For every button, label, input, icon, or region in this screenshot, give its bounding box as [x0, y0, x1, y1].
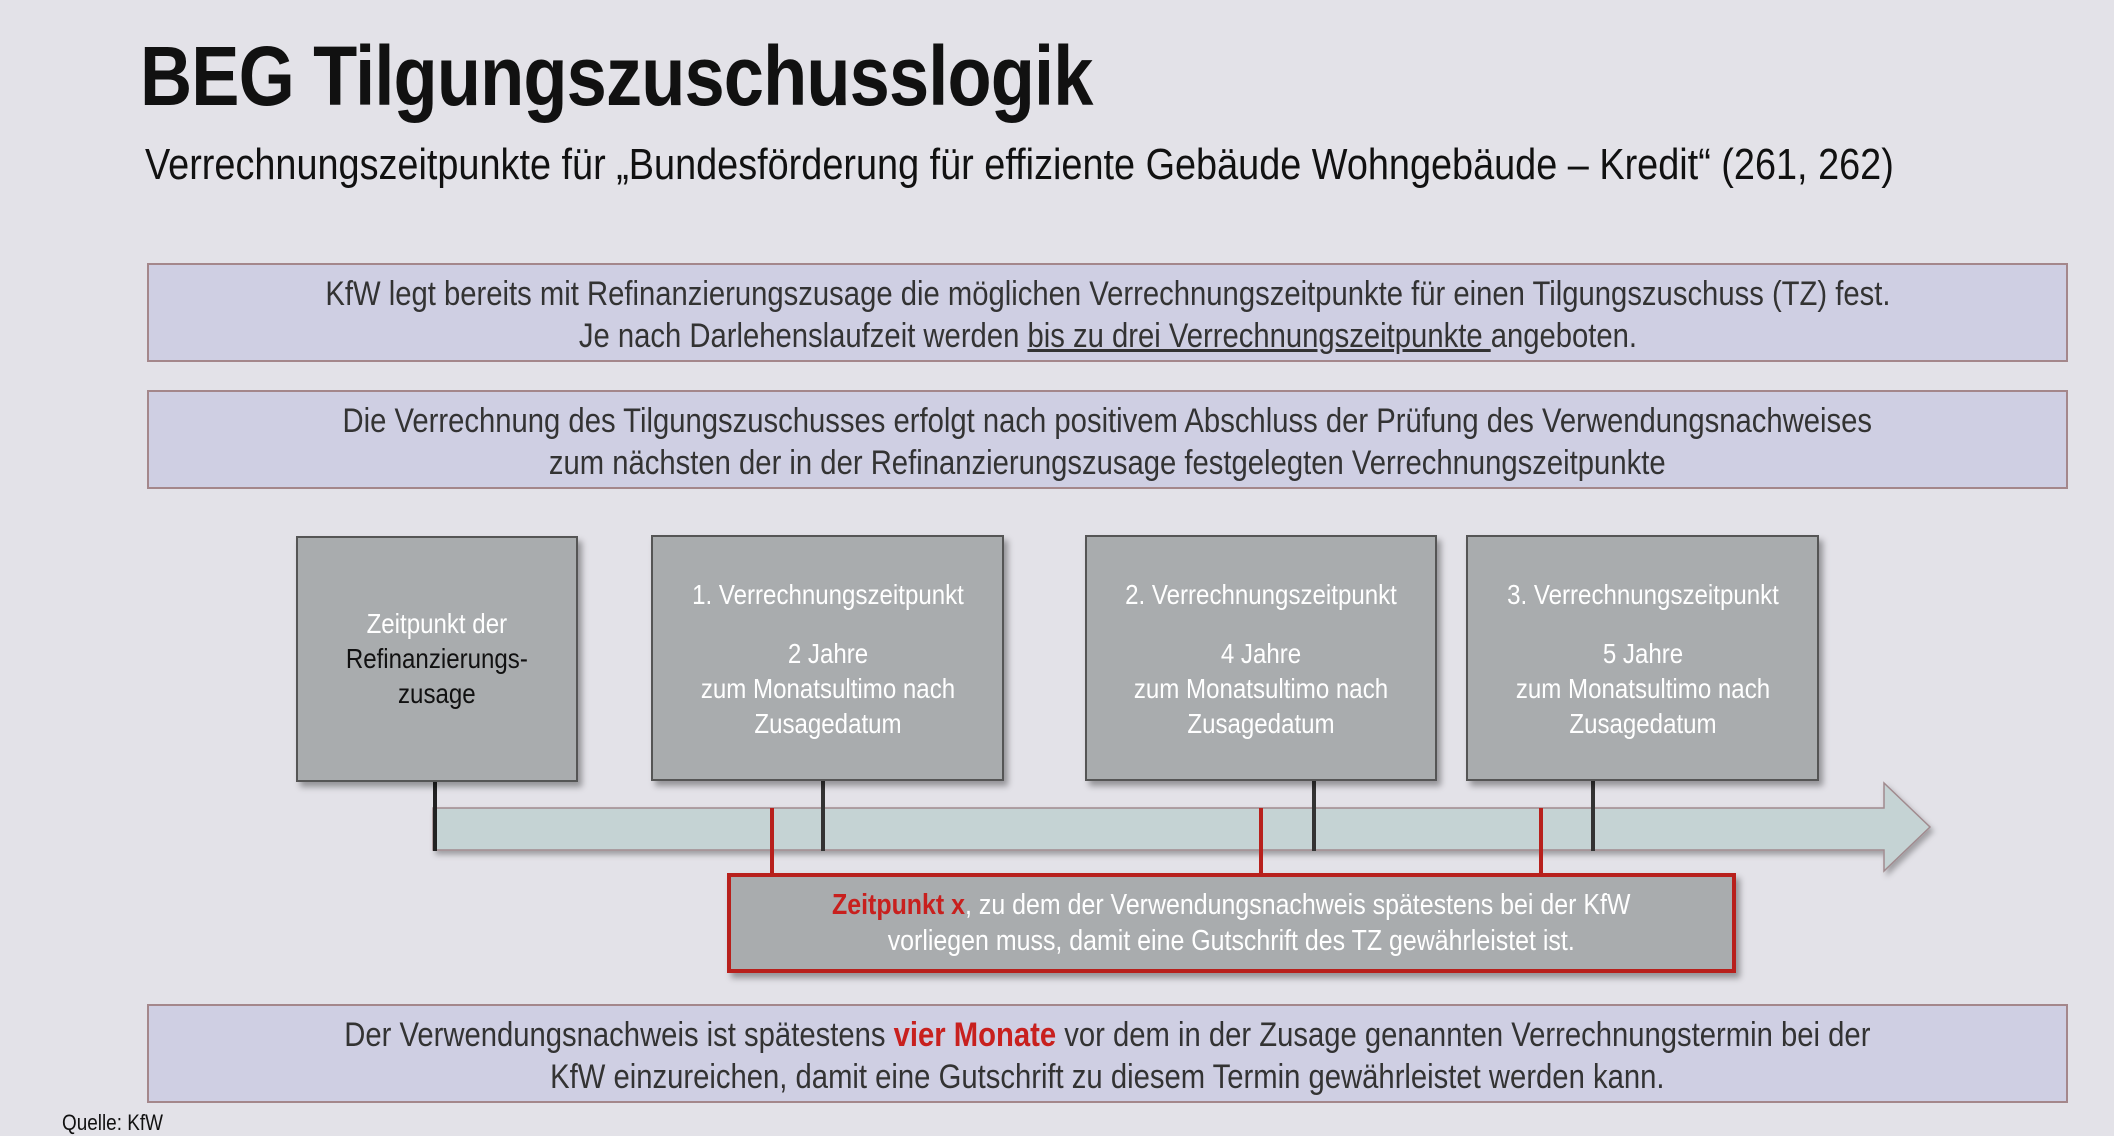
info-top-line2-pre: Je nach Darlehenslaufzeit werden — [578, 317, 1027, 355]
info-box-bottom — [147, 1004, 2068, 1103]
node-milestone-1 — [651, 535, 1004, 781]
deadline-line2: vorliegen muss, damit eine Gutschrift des TZ gewährleistet ist. — [887, 925, 1576, 957]
page-subtitle: Verrechnungszeitpunkte für „Bundesförderung für effiziente Gebäude Wohngebäude – Kredit“ (261, 262) — [145, 140, 1894, 189]
milestone-2-heading: 2. Verrechnungszeitpunkt — [1125, 579, 1397, 610]
timeline-arrow — [433, 783, 1930, 871]
info-bottom-line2: KfW einzureichen, damit eine Gutschrift zu diesem Termin gewährleistet werden kann. — [550, 1058, 1665, 1096]
info-bottom-line1-post: vor dem in der Zusage genannten Verrechnungstermin bei der — [1056, 1016, 1871, 1054]
info-middle-line1: Die Verrechnung des Tilgungszuschusses erfolgt nach positivem Abschluss der Prüfung des Verwendungsnachweises — [342, 402, 1873, 440]
info-bottom-highlight: vier Monate — [893, 1016, 1057, 1054]
page-title: BEG Tilgungszuschusslogik — [140, 29, 1093, 123]
deadline-line1-rest: , zu dem der Verwendungsnachweis spätestens bei der KfW — [965, 889, 1631, 921]
milestone-2-years: 4 Jahre — [1220, 638, 1302, 669]
info-top-line1: KfW legt bereits mit Refinanzierungszusage die möglichen Verrechnungszeitpunkte für einen Tilgungszuschuss (TZ) fest. — [324, 275, 1891, 313]
info-middle-line2: zum nächsten der in der Refinanzierungszusage festgelegten Verrechnungszeitpunkte — [549, 444, 1666, 482]
milestone-3-years: 5 Jahre — [1602, 638, 1683, 669]
info-bottom-line1-pre: Der Verwendungsnachweis ist spätestens — [344, 1016, 894, 1054]
node-milestone-3 — [1466, 535, 1819, 781]
milestone-1-detail2: Zusagedatum — [753, 708, 902, 739]
info-top-line2-underlined: bis zu drei Verrechnungszeitpunkte — [1026, 317, 1491, 355]
node-milestone-2 — [1085, 535, 1437, 781]
node-start-line2: Refinanzierungs- — [345, 643, 529, 674]
milestone-1-detail1: zum Monatsultimo nach — [700, 673, 955, 704]
source-note: Quelle: KfW — [62, 1110, 163, 1135]
milestone-2-detail2: Zusagedatum — [1187, 708, 1335, 739]
deadline-note-box — [727, 873, 1736, 973]
milestone-2-detail1: zum Monatsultimo nach — [1133, 673, 1389, 704]
milestone-3-detail2: Zusagedatum — [1568, 708, 1717, 739]
node-start-line1: Zeitpunkt der — [366, 608, 508, 639]
milestone-3-heading: 3. Verrechnungszeitpunkt — [1506, 579, 1779, 610]
deadline-highlight: Zeitpunkt x — [832, 889, 966, 921]
milestone-1-years: 2 Jahre — [787, 638, 868, 669]
node-refinancing-commitment — [296, 536, 578, 782]
milestone-1-heading: 1. Verrechnungszeitpunkt — [691, 579, 964, 610]
info-top-line2-post: angeboten. — [1490, 317, 1637, 355]
node-start-line3: zusage — [398, 678, 476, 709]
milestone-3-detail1: zum Monatsultimo nach — [1515, 673, 1770, 704]
